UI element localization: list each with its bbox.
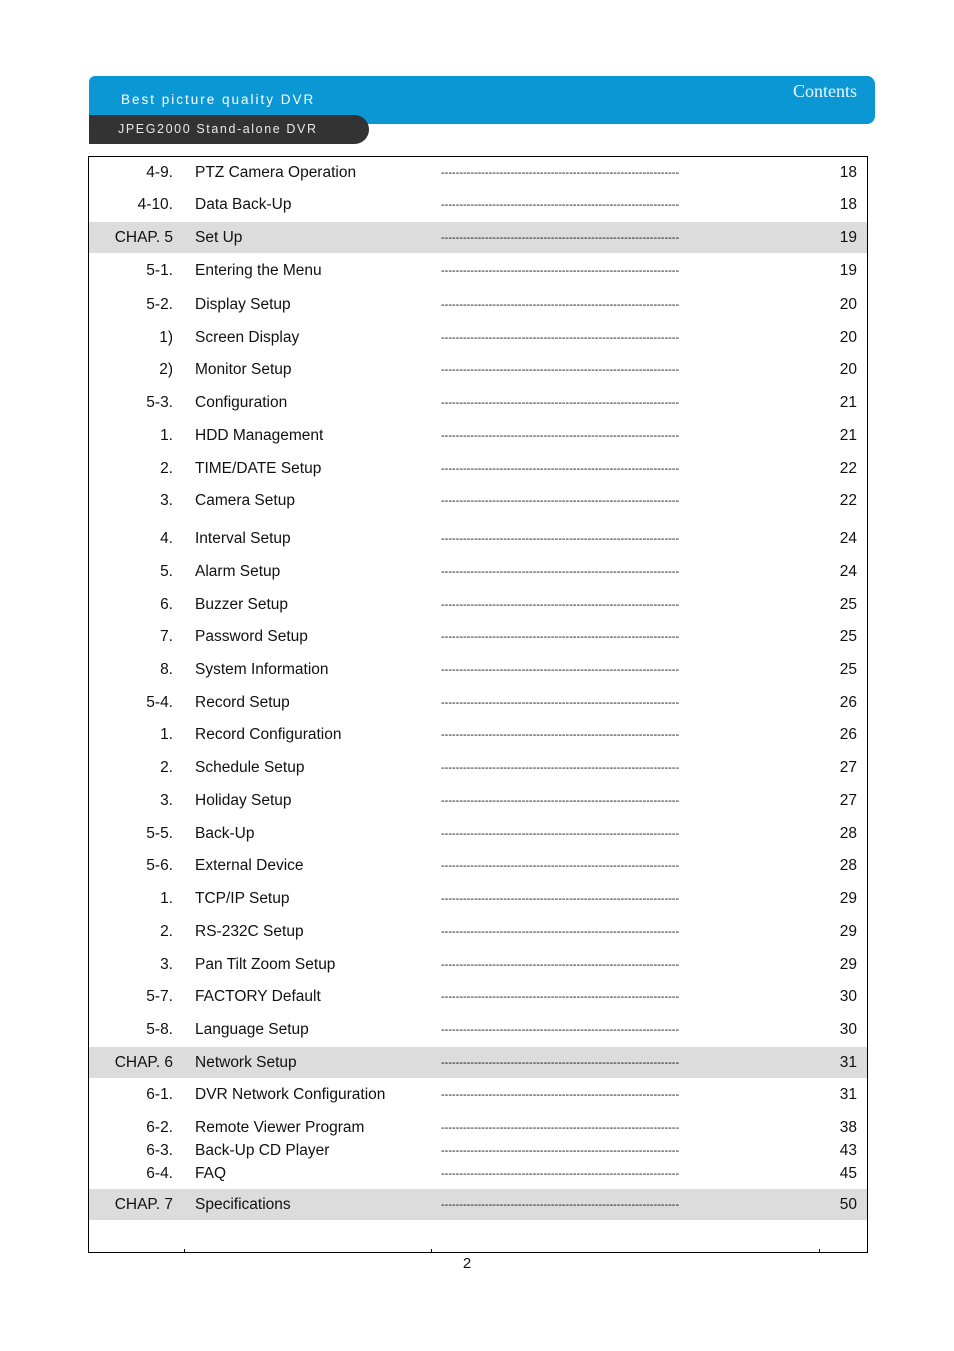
toc-chapter-row[interactable] <box>89 1047 867 1078</box>
toc-entry-page: 31 <box>839 1085 857 1103</box>
toc-entry-number: 5-6. <box>146 856 173 874</box>
toc-entry-title: Screen Display <box>195 328 300 346</box>
toc-entry-number: 4. <box>160 529 173 547</box>
toc-entry-title: Record Configuration <box>195 725 342 743</box>
toc-entry-row[interactable] <box>89 453 867 484</box>
toc-entry-number: 4-10. <box>137 195 173 213</box>
toc-entry-number: 6-4. <box>146 1164 173 1182</box>
toc-entry-number: 5-4. <box>146 693 173 711</box>
toc-entry-row[interactable] <box>89 420 867 451</box>
toc-entry-page: 22 <box>839 491 857 509</box>
toc-entry-title: PTZ Camera Operation <box>195 163 357 181</box>
toc-leader-dots: ----------------------------------------------------------------- <box>441 990 680 1003</box>
toc-chapter-row[interactable] <box>89 1189 867 1220</box>
toc-entry-number: 3. <box>160 791 173 809</box>
toc-leader-dots: ----------------------------------------------------------------- <box>441 396 680 409</box>
toc-entry-title: TCP/IP Setup <box>195 889 290 907</box>
toc-entry-row[interactable] <box>89 687 867 718</box>
toc-entry-row[interactable] <box>89 589 867 620</box>
toc-entry-row[interactable] <box>89 485 867 516</box>
toc-entry-number: 1. <box>160 725 173 743</box>
toc-leader-dots: ----------------------------------------------------------------- <box>441 1121 680 1134</box>
toc-entry-page: 26 <box>839 693 857 711</box>
toc-entry-row[interactable] <box>89 1158 867 1189</box>
toc-entry-page: 29 <box>839 955 857 973</box>
toc-entry-row[interactable] <box>89 1079 867 1110</box>
toc-leader-dots: ----------------------------------------------------------------- <box>441 494 680 507</box>
toc-entry-row[interactable] <box>89 289 867 320</box>
toc-entry-row[interactable] <box>89 785 867 816</box>
toc-entry-number: 2. <box>160 459 173 477</box>
toc-entry-number: 5-2. <box>146 295 173 313</box>
toc-entry-page: 20 <box>839 360 857 378</box>
toc-entry-number: CHAP. 5 <box>114 228 173 246</box>
toc-entry-row[interactable] <box>89 556 867 587</box>
toc-entry-number: 1. <box>160 889 173 907</box>
toc-entry-title: FACTORY Default <box>195 987 321 1005</box>
toc-leader-dots: ----------------------------------------------------------------- <box>441 532 680 545</box>
toc-entry-row[interactable] <box>89 354 867 385</box>
toc-leader-dots: ----------------------------------------------------------------- <box>441 663 680 676</box>
toc-entry-number: 5-1. <box>146 261 173 279</box>
toc-entry-title: Back-Up CD Player <box>195 1141 330 1159</box>
toc-leader-dots: ----------------------------------------------------------------- <box>441 429 680 442</box>
toc-chapter-row[interactable] <box>89 222 867 253</box>
toc-entry-number: CHAP. 6 <box>114 1053 173 1071</box>
toc-entry-row[interactable] <box>89 1014 867 1045</box>
toc-entry-number: 8. <box>160 660 173 678</box>
toc-entry-page: 19 <box>839 228 857 246</box>
toc-entry-number: 5-5. <box>146 824 173 842</box>
toc-entry-title: Pan Tilt Zoom Setup <box>195 955 336 973</box>
toc-entry-row[interactable] <box>89 621 867 652</box>
toc-entry-number: CHAP. 7 <box>114 1195 173 1213</box>
toc-entry-page: 18 <box>839 195 857 213</box>
toc-leader-dots: ----------------------------------------------------------------- <box>441 728 680 741</box>
section-title: Contents <box>792 81 857 101</box>
toc-entry-number: 2) <box>159 360 173 378</box>
toc-leader-dots: ----------------------------------------------------------------- <box>441 1144 680 1157</box>
toc-entry-number: 1. <box>160 426 173 444</box>
header-subtitle: JPEG2000 Stand-alone DVR <box>118 122 318 136</box>
toc-entry-row[interactable] <box>89 654 867 685</box>
toc-entry-page: 28 <box>839 824 857 842</box>
toc-entry-page: 18 <box>839 163 857 181</box>
toc-entry-page: 22 <box>839 459 857 477</box>
toc-entry-page: 26 <box>839 725 857 743</box>
toc-entry-page: 21 <box>839 426 857 444</box>
page-number: 2 <box>462 1255 472 1272</box>
toc-leader-dots: ----------------------------------------------------------------- <box>441 462 680 475</box>
toc-entry-title: Alarm Setup <box>195 562 281 580</box>
toc-entry-title: System Information <box>195 660 329 678</box>
toc-entry-page: 50 <box>839 1195 857 1213</box>
toc-entry-row[interactable] <box>89 949 867 980</box>
toc-leader-dots: ----------------------------------------------------------------- <box>441 198 680 211</box>
toc-leader-dots: ----------------------------------------------------------------- <box>441 598 680 611</box>
toc-entry-page: 20 <box>839 295 857 313</box>
toc-leader-dots: ----------------------------------------------------------------- <box>441 892 680 905</box>
toc-leader-dots: ----------------------------------------------------------------- <box>441 1056 680 1069</box>
toc-entry-page: 24 <box>839 562 857 580</box>
toc-entry-title: Buzzer Setup <box>195 595 289 613</box>
toc-leader-dots: ----------------------------------------------------------------- <box>441 363 680 376</box>
toc-entry-number: 2. <box>160 922 173 940</box>
toc-entry-row[interactable] <box>89 850 867 881</box>
column-divider <box>819 1249 820 1253</box>
table-of-contents <box>88 156 868 1253</box>
toc-entry-title: External Device <box>195 856 304 874</box>
toc-entry-number: 3. <box>160 955 173 973</box>
toc-entry-page: 20 <box>839 328 857 346</box>
toc-entry-number: 5-8. <box>146 1020 173 1038</box>
toc-entry-number: 1) <box>159 328 173 346</box>
toc-entry-title: Language Setup <box>195 1020 309 1038</box>
toc-leader-dots: ----------------------------------------------------------------- <box>441 298 680 311</box>
toc-leader-dots: ----------------------------------------------------------------- <box>441 231 680 244</box>
toc-entry-row[interactable] <box>89 255 867 286</box>
toc-leader-dots: ----------------------------------------------------------------- <box>441 1198 680 1211</box>
toc-entry-number: 6-2. <box>146 1118 173 1136</box>
toc-entry-title: Entering the Menu <box>195 261 322 279</box>
toc-entry-row[interactable] <box>89 818 867 849</box>
toc-entry-number: 5. <box>160 562 173 580</box>
toc-entry-number: 6. <box>160 595 173 613</box>
toc-leader-dots: ----------------------------------------------------------------- <box>441 794 680 807</box>
toc-entry-title: FAQ <box>195 1164 227 1182</box>
toc-leader-dots: ----------------------------------------------------------------- <box>441 696 680 709</box>
toc-entry-title: Holiday Setup <box>195 791 292 809</box>
toc-entry-row[interactable] <box>89 719 867 750</box>
toc-entry-title: Display Setup <box>195 295 291 313</box>
toc-leader-dots: ----------------------------------------------------------------- <box>441 1023 680 1036</box>
toc-entry-page: 27 <box>839 758 857 776</box>
toc-entry-title: Schedule Setup <box>195 758 305 776</box>
toc-entry-title: Specifications <box>195 1195 291 1213</box>
toc-entry-title: Camera Setup <box>195 491 295 509</box>
toc-entry-row[interactable] <box>89 883 867 914</box>
toc-leader-dots: ----------------------------------------------------------------- <box>441 859 680 872</box>
toc-entry-row[interactable] <box>89 322 867 353</box>
toc-entry-title: DVR Network Configuration <box>195 1085 386 1103</box>
toc-leader-dots: ----------------------------------------------------------------- <box>441 264 680 277</box>
toc-entry-number: 3. <box>160 491 173 509</box>
toc-entry-page: 30 <box>839 987 857 1005</box>
toc-entry-page: 38 <box>839 1118 857 1136</box>
toc-entry-title: TIME/DATE Setup <box>195 459 322 477</box>
toc-entry-row[interactable] <box>89 981 867 1012</box>
toc-entry-page: 24 <box>839 529 857 547</box>
toc-entry-title: RS-232C Setup <box>195 922 304 940</box>
toc-leader-dots: ----------------------------------------------------------------- <box>441 166 680 179</box>
toc-entry-number: 6-1. <box>146 1085 173 1103</box>
toc-entry-page: 25 <box>839 627 857 645</box>
toc-entry-title: Password Setup <box>195 627 308 645</box>
toc-entry-row[interactable] <box>89 523 867 554</box>
column-divider <box>184 1249 185 1253</box>
toc-entry-row[interactable] <box>89 916 867 947</box>
toc-leader-dots: ----------------------------------------------------------------- <box>441 1167 680 1180</box>
toc-leader-dots: ----------------------------------------------------------------- <box>441 1088 680 1101</box>
banner-tagline: Best picture quality DVR <box>121 92 316 107</box>
toc-leader-dots: ----------------------------------------------------------------- <box>441 331 680 344</box>
toc-entry-title: Interval Setup <box>195 529 291 547</box>
toc-entry-page: 29 <box>839 922 857 940</box>
toc-leader-dots: ----------------------------------------------------------------- <box>441 630 680 643</box>
toc-entry-number: 2. <box>160 758 173 776</box>
toc-entry-title: Network Setup <box>195 1053 297 1071</box>
toc-entry-title: Back-Up <box>195 824 255 842</box>
toc-entry-page: 30 <box>839 1020 857 1038</box>
toc-entry-page: 25 <box>839 660 857 678</box>
toc-leader-dots: ----------------------------------------------------------------- <box>441 925 680 938</box>
toc-entry-number: 7. <box>160 627 173 645</box>
toc-entry-row[interactable] <box>89 189 867 220</box>
toc-entry-row[interactable] <box>89 387 867 418</box>
toc-entry-page: 27 <box>839 791 857 809</box>
toc-entry-title: Data Back-Up <box>195 195 292 213</box>
header-subtitle-bar <box>89 115 369 144</box>
toc-entry-page: 31 <box>839 1053 857 1071</box>
toc-entry-row[interactable] <box>89 752 867 783</box>
toc-entry-page: 29 <box>839 889 857 907</box>
toc-entry-page: 21 <box>839 393 857 411</box>
toc-entry-page: 28 <box>839 856 857 874</box>
toc-leader-dots: ----------------------------------------------------------------- <box>441 761 680 774</box>
toc-entry-row[interactable] <box>89 157 867 188</box>
toc-entry-number: 5-3. <box>146 393 173 411</box>
column-divider <box>431 1249 432 1253</box>
toc-entry-page: 45 <box>839 1164 857 1182</box>
toc-entry-title: HDD Management <box>195 426 324 444</box>
toc-entry-title: Remote Viewer Program <box>195 1118 365 1136</box>
toc-entry-page: 19 <box>839 261 857 279</box>
toc-leader-dots: ----------------------------------------------------------------- <box>441 958 680 971</box>
toc-entry-title: Set Up <box>195 228 243 246</box>
toc-leader-dots: ----------------------------------------------------------------- <box>441 827 680 840</box>
toc-entry-number: 5-7. <box>146 987 173 1005</box>
toc-entry-title: Record Setup <box>195 693 290 711</box>
toc-entry-number: 6-3. <box>146 1141 173 1159</box>
toc-entry-title: Configuration <box>195 393 288 411</box>
toc-entry-page: 43 <box>839 1141 857 1159</box>
toc-entry-page: 25 <box>839 595 857 613</box>
toc-entry-number: 4-9. <box>146 163 173 181</box>
toc-leader-dots: ----------------------------------------------------------------- <box>441 565 680 578</box>
toc-entry-title: Monitor Setup <box>195 360 292 378</box>
